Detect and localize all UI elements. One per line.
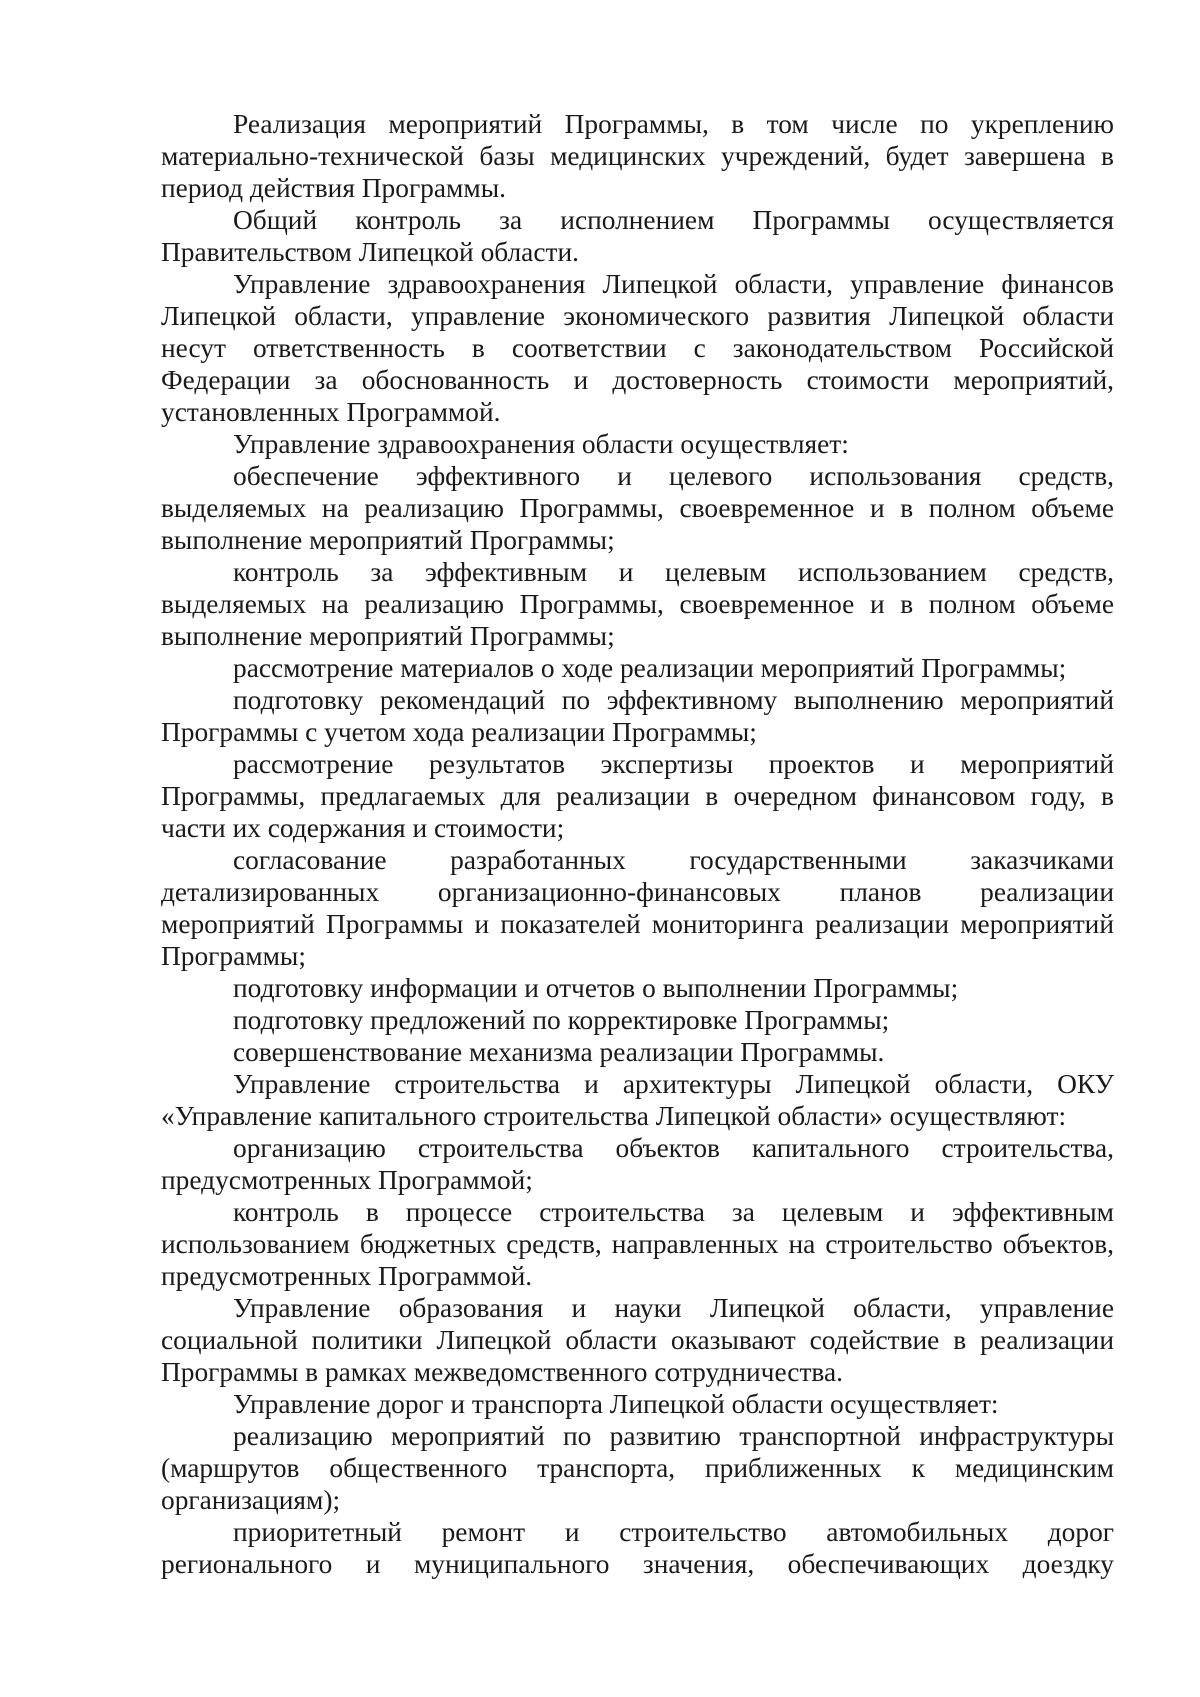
list-item: рассмотрение материалов о ходе реализации мероприятий Программы; bbox=[233, 653, 1067, 683]
paragraph-implementation: Реализация мероприятий Программы, в том числе по укреплению материально-технической базы медицинских учреждений, будет завершена в период действия Программы. bbox=[161, 109, 1114, 203]
list-item: совершенствование механизма реализации Программы. bbox=[233, 1037, 885, 1067]
paragraph-construction-dept-intro: Управление строительства и архитектуры Липецкой области, ОКУ «Управление капитального строительства Липецкой области» осуществляют: bbox=[161, 1069, 1114, 1131]
list-item: контроль за эффективным и целевым использованием средств, выделяемых на реализацию Программы, своевременное и в полном объеме выполнение мероприятий Программы; bbox=[161, 557, 1114, 651]
list-item: организацию строительства объектов капитального строительства, предусмотренных Программой; bbox=[161, 1133, 1114, 1195]
list-item: контроль в процессе строительства за целевым и эффективным использованием бюджетных средств, направленных на строительство объектов, предусмотренных Программой. bbox=[161, 1197, 1114, 1291]
list-item: подготовку информации и отчетов о выполнении Программы; bbox=[233, 973, 959, 1003]
paragraph-responsibility: Управление здравоохранения Липецкой области, управление финансов Липецкой области, управление экономического развития Липецкой области несут ответственность в соответствии с законодательством Российской Федерации за обоснованность и достоверность стоимости мероприятий, установленных Программой. bbox=[161, 269, 1114, 427]
list-item: обеспечение эффективного и целевого использования средств, выделяемых на реализацию Программы, своевременное и в полном объеме выполнение мероприятий Программы; bbox=[161, 461, 1114, 555]
list-item: приоритетный ремонт и строительство автомобильных дорог регионального и муниципального значения, обеспечивающих доездку bbox=[161, 1517, 1114, 1579]
list-item: рассмотрение результатов экспертизы проектов и мероприятий Программы, предлагаемых для реализации в очередном финансовом году, в части их содержания и стоимости; bbox=[161, 749, 1114, 843]
document-page bbox=[161, 108, 1114, 1580]
paragraph-health-dept-intro: Управление здравоохранения области осуществляет: bbox=[233, 429, 849, 459]
list-item: подготовку рекомендаций по эффективному выполнению мероприятий Программы с учетом хода реализации Программы; bbox=[161, 685, 1114, 747]
list-item: согласование разработанных государственными заказчиками детализированных организационно-финансовых планов реализации мероприятий Программы и показателей мониторинга реализации мероприятий Программы; bbox=[161, 845, 1114, 971]
paragraph-general-control: Общий контроль за исполнением Программы осуществляется Правительством Липецкой области. bbox=[161, 205, 1114, 267]
list-item: подготовку предложений по корректировке Программы; bbox=[233, 1005, 890, 1035]
paragraph-roads-dept-intro: Управление дорог и транспорта Липецкой области осуществляет: bbox=[233, 1389, 999, 1419]
paragraph-education-dept: Управление образования и науки Липецкой области, управление социальной политики Липецкой области оказывают содействие в реализации Программы в рамках межведомственного сотрудничества. bbox=[161, 1293, 1114, 1387]
list-item: реализацию мероприятий по развитию транспортной инфраструктуры (маршрутов общественного транспорта, приближенных к медицинским организациям); bbox=[161, 1421, 1114, 1515]
